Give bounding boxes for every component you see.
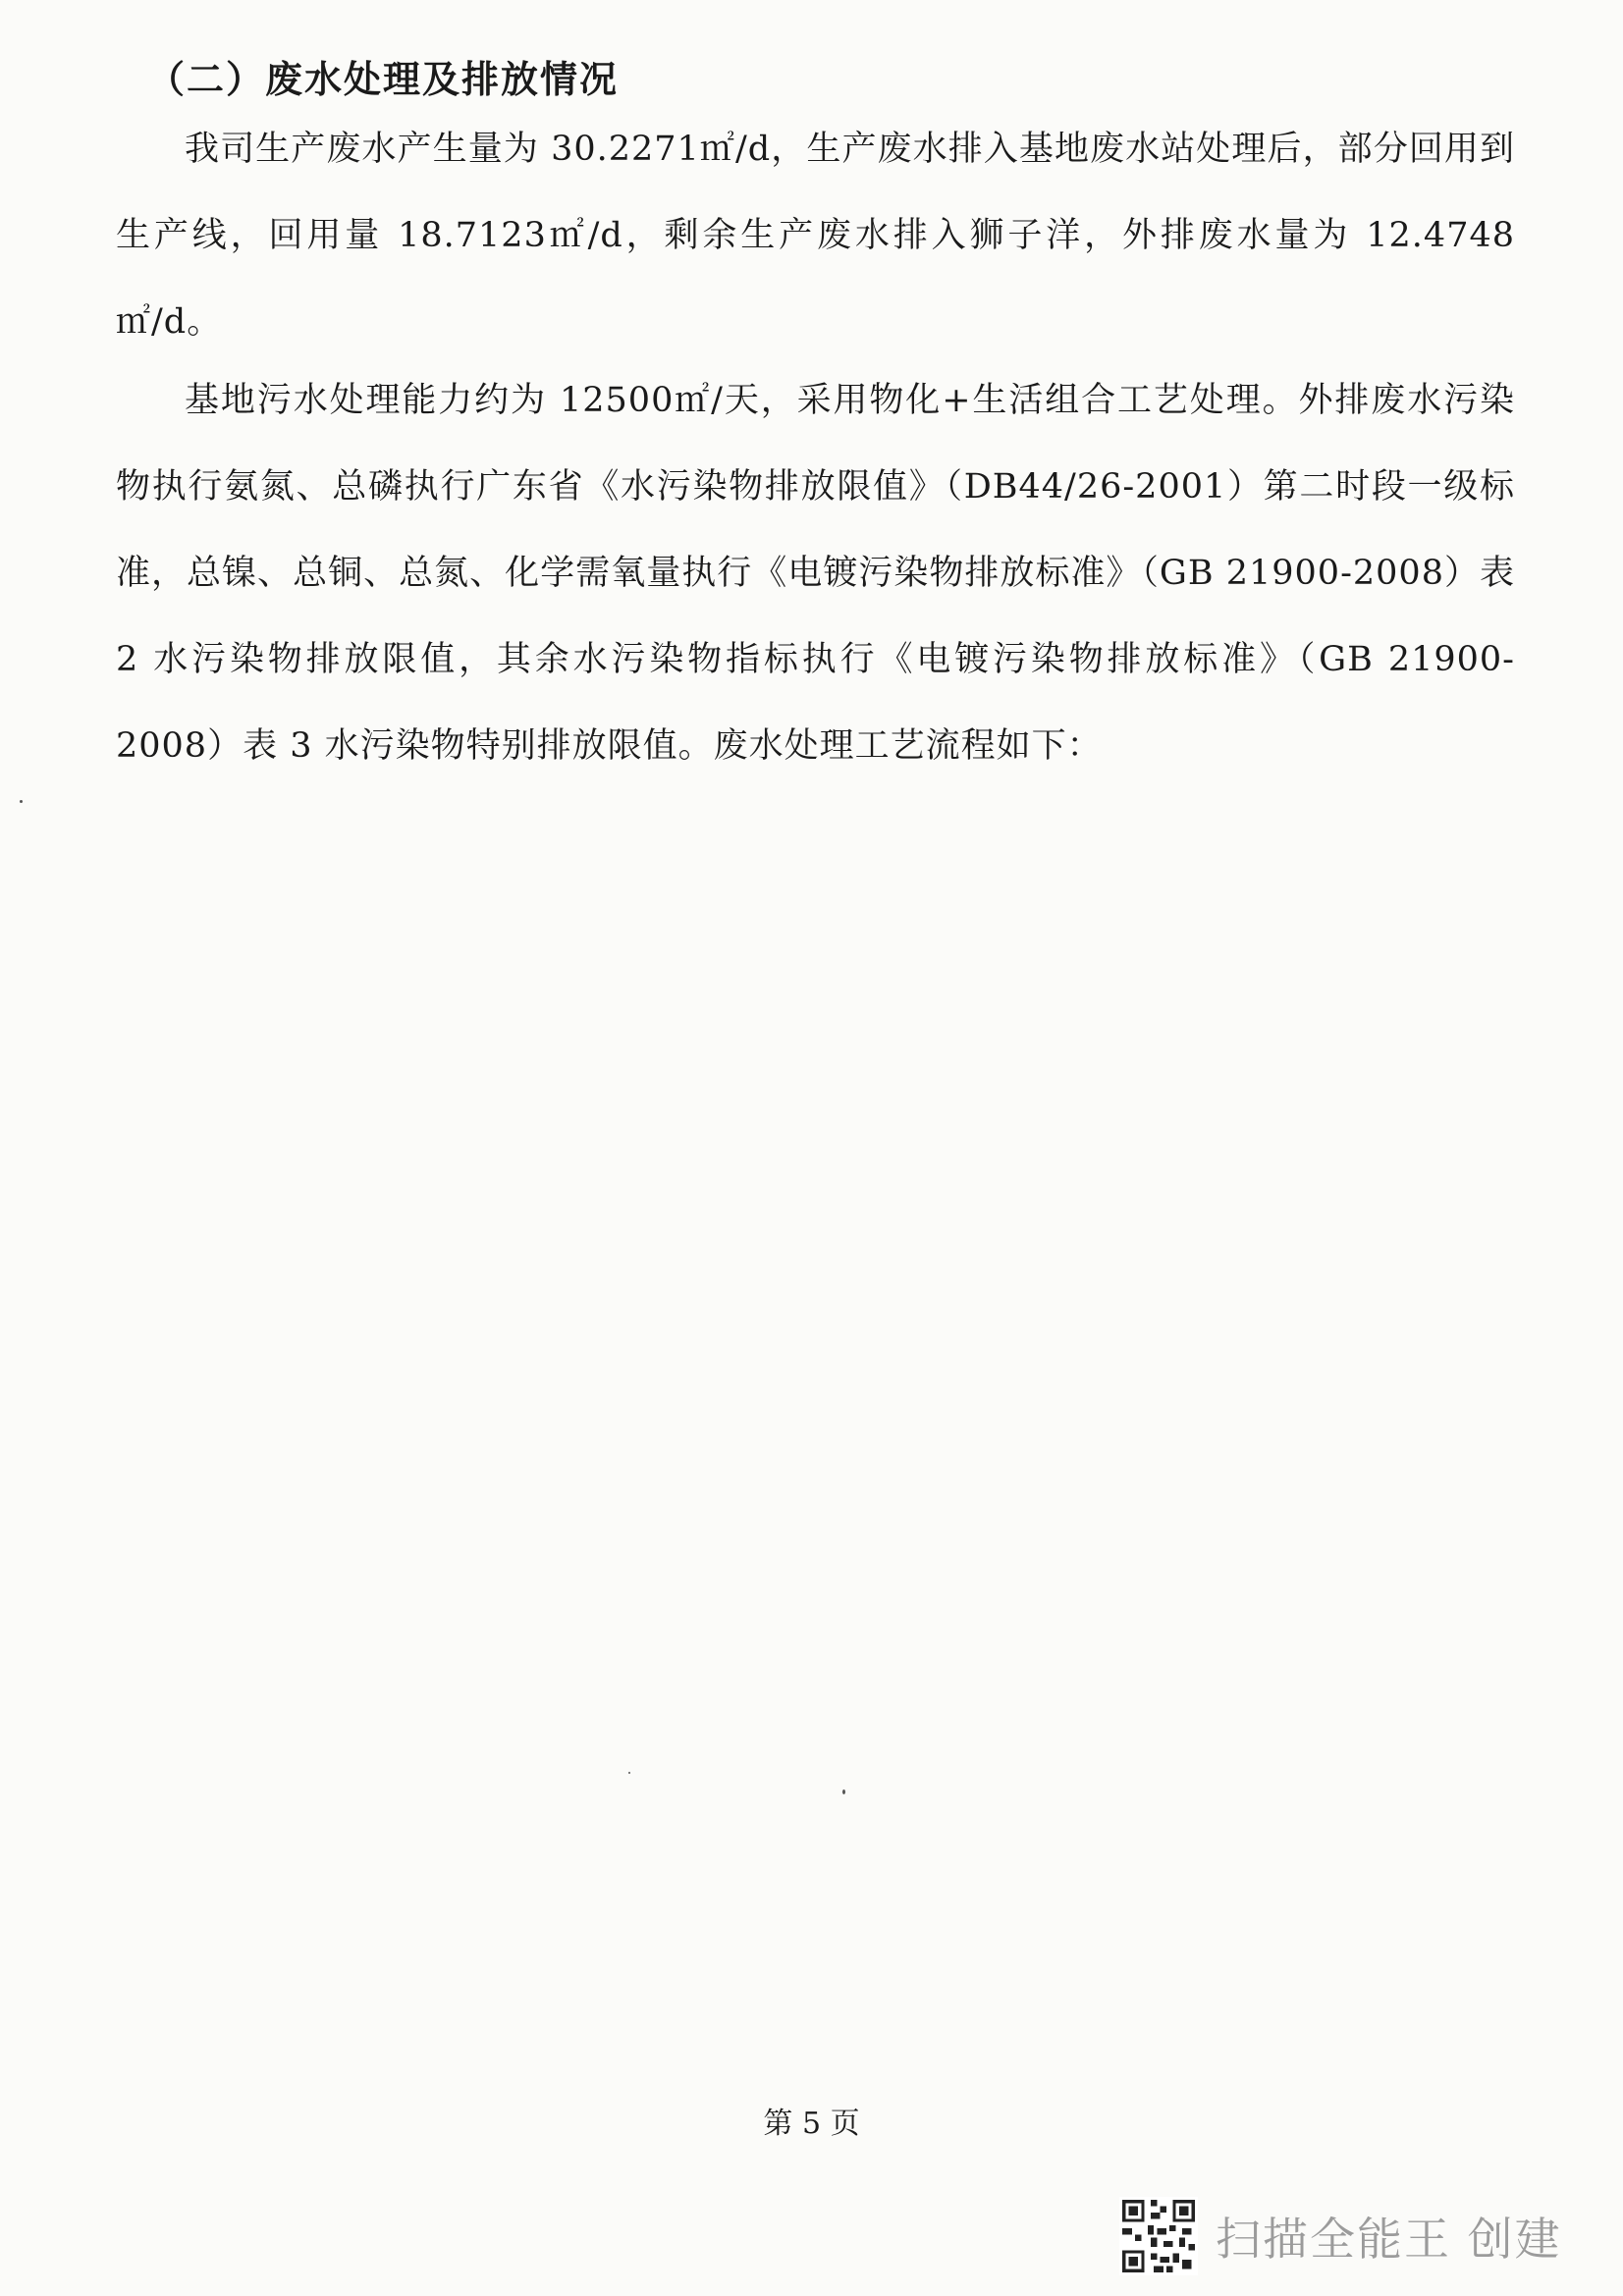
page-number: 第 5 页 bbox=[763, 2107, 860, 2141]
watermark-text: 扫描全能王 创建 bbox=[1216, 2213, 1562, 2266]
qr-code-icon bbox=[1119, 2197, 1198, 2275]
paragraph-wastewater-volume: 我司生产废水产生量为 30.2271㎡/d，生产废水排入基地废水站处理后，部分回用到生产线，回用量 18.7123㎡/d，剩余生产废水排入狮子洋，外排废水量为 12.4748㎡/d。 bbox=[116, 130, 1515, 342]
scanner-watermark bbox=[1119, 2197, 1562, 2275]
section-heading: （二）废水处理及排放情况 bbox=[147, 58, 620, 101]
paragraph-treatment-standards: 基地污水处理能力约为 12500㎡/天，采用物化+生活组合工艺处理。外排废水污染物执行氨氮、总磷执行广东省《水污染物排放限值》（DB44/26-2001）第二时段一级标准，总镍、总铜、总氮、化学需氧量执行《电镀污染物排放标准》（GB 21900-2008）表 2 水污染物排放限值，其余水污染物指标执行《电镀污染物排放标准》（GB 21900-2008）表 3 水污染物特别排放限值。废水处理工艺流程如下： bbox=[116, 381, 1515, 766]
